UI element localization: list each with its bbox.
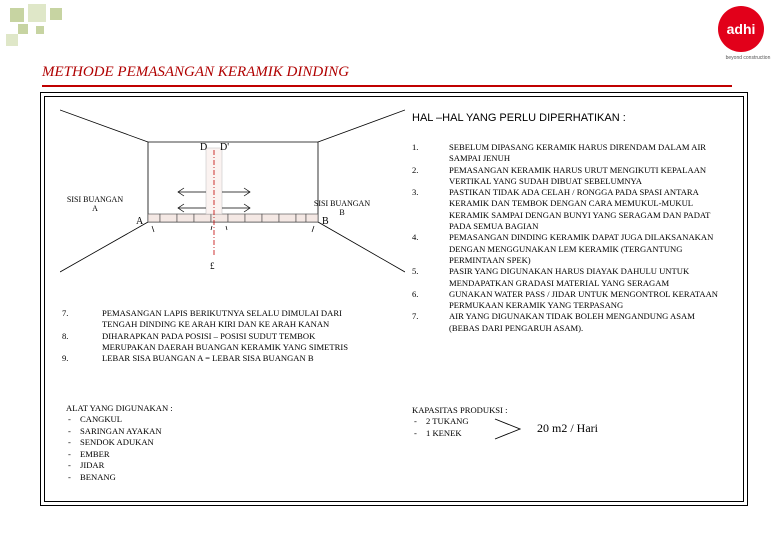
alat-section — [66, 403, 266, 483]
alat-heading: ALAT YANG DIGUNAKAN : — [66, 403, 173, 413]
hal-heading: HAL –HAL YANG PERLU DIPERHATIKAN : — [412, 112, 626, 124]
label-a: A — [136, 216, 144, 227]
kapasitas-item: - 1 KENEK — [412, 428, 502, 440]
floor-line-right — [318, 222, 405, 272]
hal-item: 7. AIR YANG DIGUNAKAN TIDAK BOLEH MENGANDUNG ASAM (BEBAS DARI PENGARUH ASAM). — [412, 311, 695, 333]
alat-item: - SARINGAN AYAKAN — [66, 426, 266, 438]
label-b: B — [322, 216, 329, 227]
keterangan-item: 7. PEMASANGAN LAPIS BERIKUTNYA SELALU DIMULAI DARI TENGAH DINDING KE ARAH KIRI DAN KE ARAH KANAN — [62, 308, 342, 330]
kapasitas-item: - 2 TUKANG — [412, 416, 502, 428]
sisi-a-line-2: A — [92, 204, 98, 213]
alat-item: - SENDOK ADUKAN — [66, 437, 266, 449]
kapasitas-list — [412, 416, 502, 439]
hal-item: 5. PASIR YANG DIGUNAKAN HARUS DIAYAK DAHULU UNTUK MENDAPATKAN GRADASI MATERIAL YANG SERAGAM — [412, 266, 690, 288]
page-title: METHODE PEMASANGAN KERAMIK DINDING — [42, 64, 350, 80]
ceiling-line-right — [318, 110, 405, 142]
alat-item: - EMBER — [66, 449, 266, 461]
hal-item: 1. SEBELUM DIPASANG KERAMIK HARUS DIRENDAM DALAM AIR SAMPAI JENUH — [412, 142, 707, 164]
hal-list — [412, 142, 722, 334]
sisi-b-line-2: B — [339, 208, 345, 217]
keterangan-list — [62, 308, 362, 364]
label-d: D — [200, 142, 208, 153]
alat-list — [66, 414, 266, 483]
decor-square-2 — [28, 4, 46, 22]
label-sisi-buangan-a — [62, 195, 128, 213]
hal-item: 3. PASTIKAN TIDAK ADA CELAH / RONGGA PADA SPASI ANTARA KERAMIK DAN TEMBOK DENGAN CARA MEMUKUL-MUKUL KERAMIK SAMPAI DENGAN BUNYI YANG SERAGAM DAN PADAT PADA SEMUA BAGIAN — [412, 187, 711, 232]
logo-tagline: beyond construction — [725, 55, 771, 61]
title-divider — [42, 85, 732, 87]
sisi-a-line-1: SISI BUANGAN — [66, 195, 124, 204]
decor-square-3 — [50, 8, 62, 20]
company-logo: adhi — [718, 6, 764, 52]
decor-square-1 — [10, 8, 24, 22]
decor-square-6 — [36, 26, 44, 34]
label-sisi-buangan-b — [312, 199, 372, 217]
kapasitas-heading: KAPASITAS PRODUKSI : — [412, 405, 508, 415]
sisi-b-line-1: SISI BUANGAN — [313, 199, 371, 208]
kapasitas-result: 20 m2 / Hari — [537, 421, 598, 435]
alat-item: - CANGKUL — [66, 414, 266, 426]
hal-item: 6. GUNAKAN WATER PASS / JIDAR UNTUK MENGONTROL KERATAAN PERMUKAAN KERAMIK YANG TERPASANG — [412, 288, 718, 311]
keterangan-item: 8. DIHARAPKAN PADA POSISI – POSISI SUDUT TEMBOK MERUPAKAN DAERAH BUANGAN KERAMIK YANG SIMETRIS — [62, 330, 348, 352]
label-d-prime: D' — [220, 142, 230, 153]
keterangan-item: 9. LEBAR SISA BUANGAN A = LEBAR SISA BUANGAN B — [62, 353, 314, 364]
alat-item: - BENANG — [66, 472, 266, 484]
decor-square-5 — [6, 34, 18, 46]
hal-item: 2. PEMASANGAN KERAMIK HARUS URUT MENGIKUTI KEPALAAN VERTIKAL YANG SUDAH DIBUAT SEBELUMNYA — [412, 164, 707, 186]
decor-square-4 — [18, 24, 28, 34]
bracket-arrow-icon — [494, 418, 522, 440]
hal-item: 4. PEMASANGAN DINDING KERAMIK DAPAT JUGA DILAKSANAKAN DENGAN MENGGUNAKAN LEM KERAMIK (TERGANTUNG PERMINTAAN SPEK) — [412, 232, 714, 265]
ceiling-line-left — [60, 110, 148, 142]
label-center-line: £ — [210, 261, 215, 271]
floor-line-left — [60, 222, 148, 272]
alat-item: - JIDAR — [66, 460, 266, 472]
